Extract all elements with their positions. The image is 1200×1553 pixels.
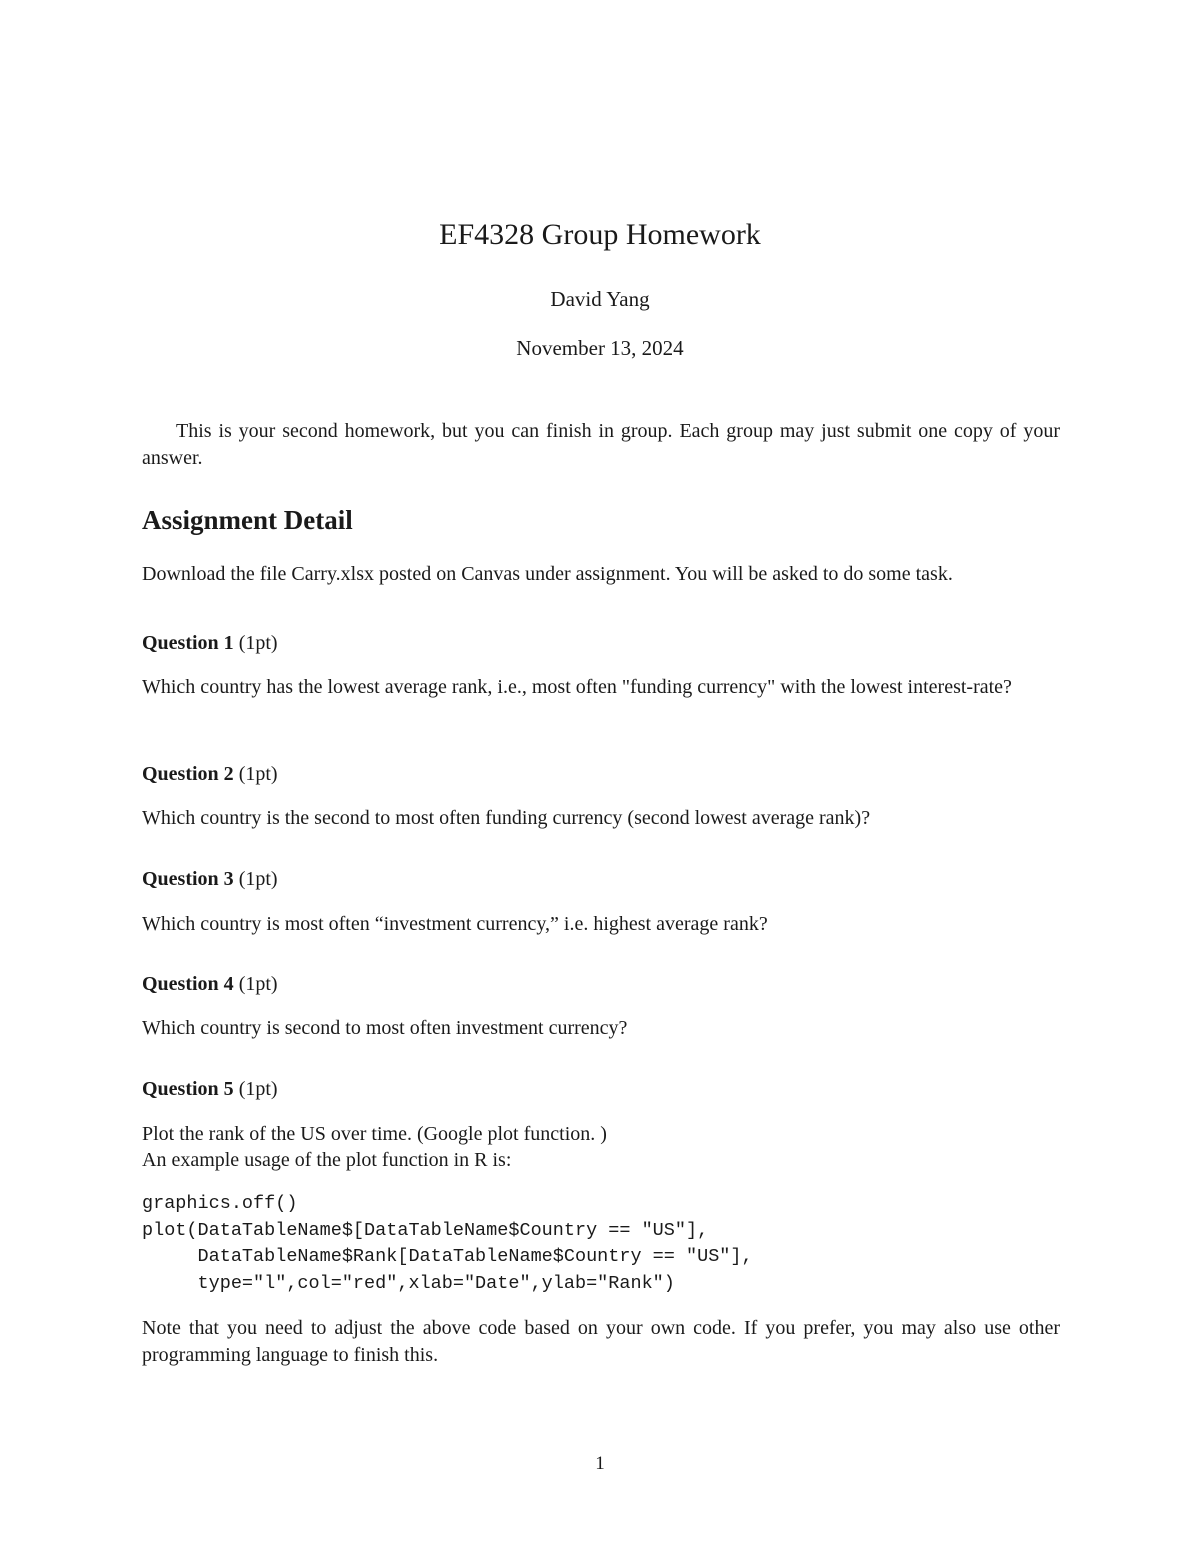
question-4-text: Which country is second to most often investment currency?	[142, 1017, 628, 1039]
question-2-points: (1pt)	[238, 763, 278, 785]
question-5-text-line-2: An example usage of the plot function in R is:	[142, 1149, 512, 1171]
question-5-points: (1pt)	[238, 1078, 278, 1100]
code-block	[142, 1191, 753, 1297]
page-number: 1	[595, 1453, 605, 1474]
question-1-heading	[142, 632, 278, 655]
document-author: David Yang	[550, 287, 650, 311]
question-2-heading	[142, 763, 278, 786]
question-1-text: Which country has the lowest average rank, i.e., most often "funding currency" with the lowest interest-rate?	[142, 676, 1012, 698]
question-4-label: Question 4	[142, 973, 234, 995]
question-1-label: Question 1	[142, 632, 234, 654]
question-3-points: (1pt)	[238, 868, 278, 890]
code-line: type="l",col="red",xlab="Date",ylab="Rank")	[142, 1272, 675, 1294]
question-3-heading	[142, 868, 278, 891]
code-line: plot(DataTableName$[DataTableName$Country == "US"],	[142, 1219, 709, 1241]
question-5-label: Question 5	[142, 1078, 234, 1100]
section-intro-paragraph: Download the file Carry.xlsx posted on Canvas under assignment. You will be asked to do some task.	[142, 563, 953, 585]
question-5-text-line-1: Plot the rank of the US over time. (Google plot function. )	[142, 1123, 607, 1145]
question-5-heading	[142, 1078, 278, 1101]
code-line: graphics.off()	[142, 1193, 298, 1214]
code-line: DataTableName$Rank[DataTableName$Country == "US"],	[142, 1246, 753, 1267]
question-3-label: Question 3	[142, 868, 234, 890]
question-4-points: (1pt)	[238, 973, 278, 995]
question-1-points: (1pt)	[238, 632, 278, 654]
question-3-text: Which country is most often “investment currency,” i.e. highest average rank?	[142, 913, 768, 935]
question-2-text: Which country is the second to most often funding currency (second lowest average rank)?	[142, 807, 871, 829]
question-2-label: Question 2	[142, 763, 234, 785]
question-4-heading	[142, 973, 278, 996]
document-date: November 13, 2024	[516, 336, 684, 360]
section-heading: Assignment Detail	[142, 505, 353, 535]
intro-paragraph: This is your second homework, but you can finish in group. Each group may just submit one copy of your answer.	[142, 420, 1060, 469]
closing-note: Note that you need to adjust the above code based on your own code. If you prefer, you may also use other programming language to finish this.	[142, 1317, 1060, 1366]
document-title: EF4328 Group Homework	[439, 218, 761, 251]
